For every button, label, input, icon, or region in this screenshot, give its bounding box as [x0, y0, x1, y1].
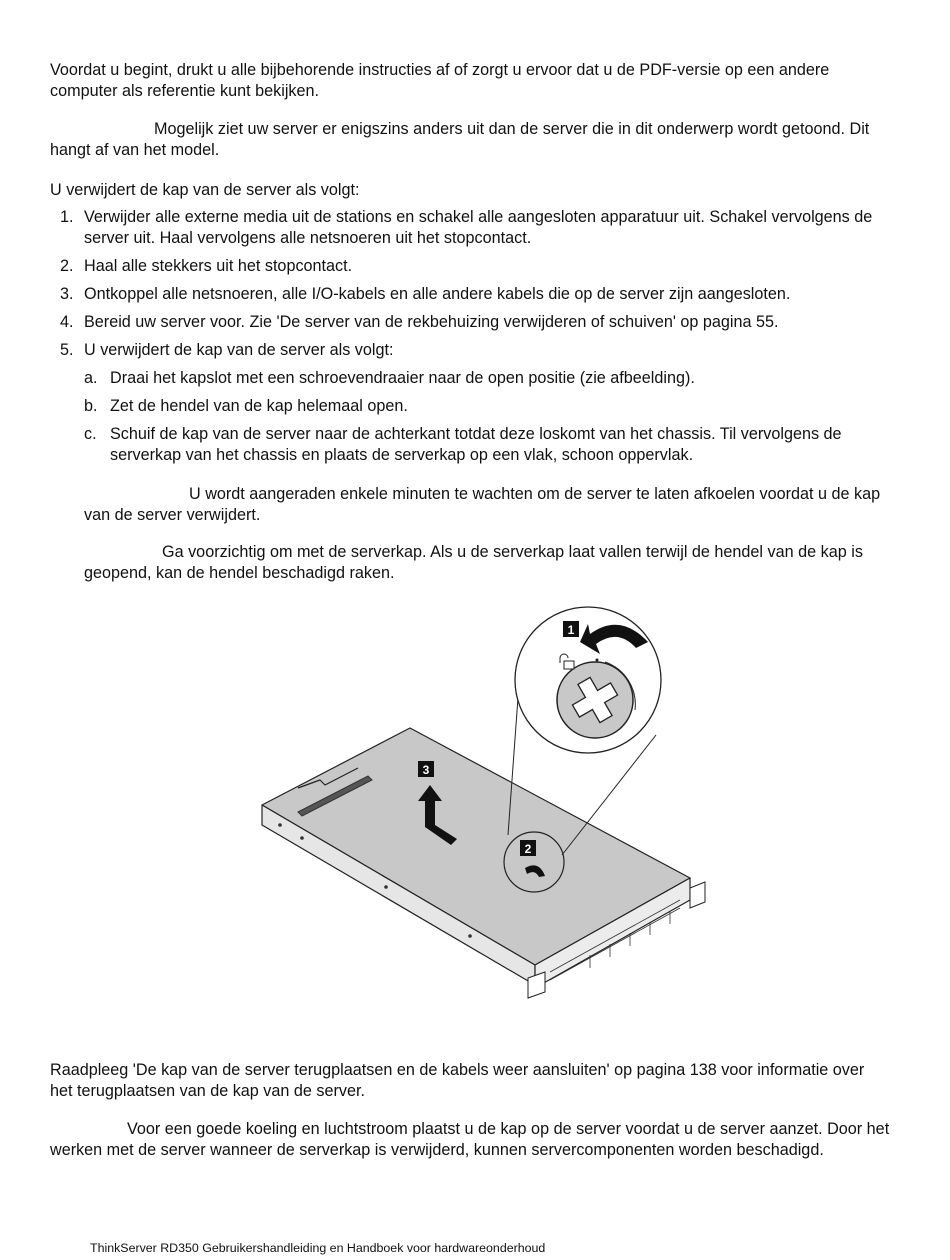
callout-2: 2: [524, 842, 532, 856]
substep-c: c. Schuif de kap van de server naar de achterkant totdat deze loskomt van het chassis. Til vervolgens de serverkap van het chassis en plaats de serverkap op een vlak, schoon oppervlak.: [84, 425, 842, 464]
cooling-note: Voor een goede koeling en luchtstroom plaatst u de kap op de server voordat u de server aanzet. Door het werken met de server wanneer de serverkap is verwijderd, kunnen servercomponenten worden beschadigd.: [50, 1120, 890, 1159]
substep-list: [84, 368, 890, 466]
server-chassis: [262, 728, 690, 988]
rack-ear-right: [690, 882, 705, 908]
substep-b: b. Zet de hendel van de kap helemaal open.: [84, 397, 408, 415]
caution-cool-note: U wordt aangeraden enkele minuten te wachten om de server te laten afkoelen voordat u de kap van de server verwijdert.: [84, 485, 881, 524]
procedure-intro: U verwijdert de kap van de server als volgt:: [50, 181, 360, 199]
callout-1: 1: [567, 623, 575, 637]
callout-3: 3: [422, 763, 430, 777]
server-cover-illustration: [250, 600, 720, 1005]
model-note: Mogelijk ziet uw server er enigszins anders uit dan de server die in dit onderwerp wordt getoond. Dit hangt af van het model.: [50, 120, 870, 159]
caution-handle-note: Ga voorzichtig om met de serverkap. Als u de serverkap laat vallen terwijl de hendel van de kap is geopend, kan de hendel beschadigd raken.: [84, 543, 863, 582]
substep-a: a. Draai het kapslot met een schroevendraaier naar de open positie (zie afbeelding).: [84, 369, 695, 387]
reinstall-reference: Raadpleeg 'De kap van de server terugplaatsen en de kabels weer aansluiten' op pagina 138 voor informatie over het terugplaatsen van de kap van de server.: [50, 1061, 865, 1100]
step-5: 5. U verwijdert de kap van de server als volgt: a. Draai het kapslot met een schroevendraaier naar de open positie (zie afbeelding). b. Zet de hendel van de kap helemaal open. c. Schuif de kap van de server naar de achterkant totdat deze loskomt van het chassis. Til vervolgens de serverkap van het chassis en plaats de serverkap op een vlak, schoon oppervlak.: [50, 340, 890, 466]
step-list: [50, 207, 890, 473]
step-2: 2. Haal alle stekkers uit het stopcontact.: [60, 257, 353, 275]
step-4: 4. Bereid uw server voor. Zie 'De server van de rekbehuizing verwijderen of schuiven' op pagina 55.: [60, 313, 779, 331]
step-3: 3. Ontkoppel alle netsnoeren, alle I/O-kabels en alle andere kabels die op de server zijn aangesloten.: [60, 285, 791, 303]
page-footer: ThinkServer RD350 Gebruikershandleiding en Handboek voor hardwareonderhoud: [90, 1241, 546, 1255]
intro-paragraph: Voordat u begint, drukt u alle bijbehorende instructies af of zorgt u ervoor dat u de PDF-versie op een andere computer als referentie kunt bekijken.: [50, 61, 830, 100]
step-1: 1. Verwijder alle externe media uit de stations en schakel alle aangesloten apparatuur uit. Schakel vervolgens de server uit. Haal vervolgens alle netsnoeren uit het stopcontact.: [60, 208, 873, 247]
